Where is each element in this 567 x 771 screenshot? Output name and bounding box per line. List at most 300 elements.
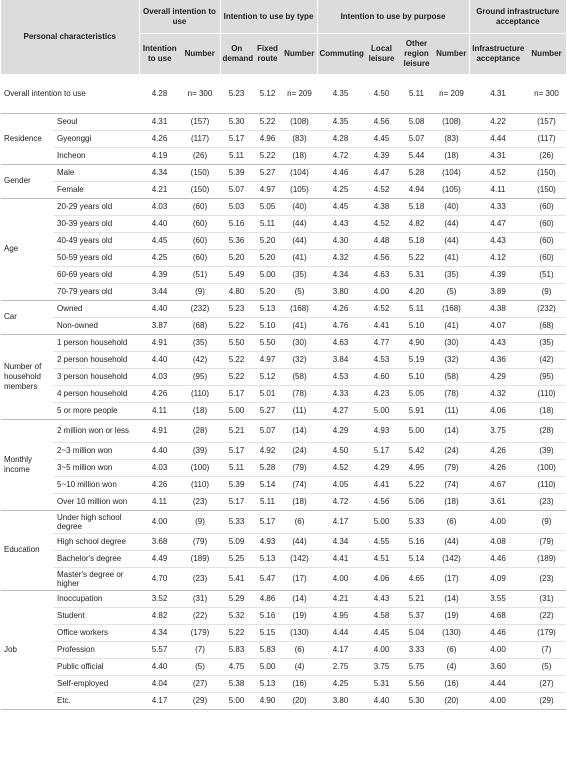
table-cell: 5.11 [220, 147, 253, 164]
table-cell: 4.45 [317, 198, 364, 215]
table-cell: (19) [282, 607, 317, 624]
table-cell: 4.21 [317, 590, 364, 607]
table-cell: (6) [434, 510, 469, 533]
table-cell: 4.41 [317, 550, 364, 567]
table-cell: 4.25 [139, 249, 180, 266]
table-cell: (232) [527, 300, 566, 317]
group-label: Car [1, 300, 53, 334]
group-label: Monthly income [1, 419, 53, 510]
table-cell: (150) [180, 164, 220, 181]
table-cell: (6) [282, 641, 317, 658]
table-cell: (35) [434, 266, 469, 283]
row-label: Owned [53, 300, 139, 317]
table-cell: 5.31 [399, 266, 434, 283]
table-row [1, 533, 566, 550]
table-cell: 3.84 [317, 351, 364, 368]
table-cell: 5.83 [253, 641, 282, 658]
table-cell: 5.31 [364, 675, 399, 692]
table-row [1, 147, 566, 164]
table-cell: 4.28 [139, 74, 180, 113]
table-cell: 4.52 [364, 181, 399, 198]
table-cell: (189) [180, 550, 220, 567]
table-cell: (27) [180, 675, 220, 692]
table-cell: (142) [282, 550, 317, 567]
table-cell: 5.91 [399, 402, 434, 419]
header-personal: Personal characteristics [1, 0, 139, 74]
table-cell: 3.44 [139, 283, 180, 300]
table-cell: 4.75 [220, 658, 253, 675]
header-group-infrastructure: Ground infrastructure acceptance [469, 0, 566, 34]
table-cell: (74) [434, 476, 469, 493]
table-cell: 5.22 [399, 249, 434, 266]
table-cell: 5.37 [399, 607, 434, 624]
table-cell: 5.18 [399, 232, 434, 249]
table-row [1, 675, 566, 692]
table-cell: 5.17 [364, 442, 399, 459]
table-cell: (4) [434, 658, 469, 675]
table-row [1, 567, 566, 590]
table-cell: (9) [180, 510, 220, 533]
table-cell: 5.22 [399, 476, 434, 493]
table-cell: 4.29 [364, 459, 399, 476]
row-label: Seoul [53, 113, 139, 130]
table-cell: (18) [180, 402, 220, 419]
table-cell: 4.93 [364, 419, 399, 442]
table-cell: 5.47 [253, 567, 282, 590]
row-label: 2~3 million won [53, 442, 139, 459]
table-cell: 4.51 [364, 550, 399, 567]
table-cell: n= 300 [180, 74, 220, 113]
table-cell: 4.67 [469, 476, 527, 493]
table-cell: 5.32 [220, 607, 253, 624]
row-label: 2 person household [53, 351, 139, 368]
table-cell: (5) [282, 283, 317, 300]
table-cell: 4.34 [317, 266, 364, 283]
table-cell: 5.22 [253, 147, 282, 164]
table-cell: 4.80 [220, 283, 253, 300]
table-cell: 4.41 [364, 476, 399, 493]
table-cell: 5.21 [220, 419, 253, 442]
table-cell: (60) [180, 232, 220, 249]
table-cell: 4.32 [317, 249, 364, 266]
table-cell: 2.75 [317, 658, 364, 675]
table-cell: 4.40 [139, 215, 180, 232]
table-cell: 4.53 [317, 368, 364, 385]
table-cell: (18) [434, 493, 469, 510]
header-col-fixed-route: Fixed route [253, 34, 282, 75]
table-cell: 5.36 [220, 232, 253, 249]
table-cell: 4.91 [139, 334, 180, 351]
table-cell: 4.29 [469, 368, 527, 385]
table-cell: 5.14 [399, 550, 434, 567]
table-cell: 4.03 [139, 198, 180, 215]
table-cell: (110) [180, 476, 220, 493]
table-cell: 5.25 [220, 550, 253, 567]
header-col-number: Number [434, 34, 469, 75]
table-cell: 5.07 [399, 130, 434, 147]
table-cell: 4.72 [317, 493, 364, 510]
table-cell: 4.44 [469, 130, 527, 147]
header-col-local-leisure: Local leisure [364, 34, 399, 75]
table-cell: (110) [527, 476, 566, 493]
table-cell: (105) [434, 181, 469, 198]
table-cell: 4.11 [139, 402, 180, 419]
table-cell: 4.72 [317, 147, 364, 164]
table-cell: (157) [180, 113, 220, 130]
table-cell: 4.05 [317, 476, 364, 493]
group-label: Number of household members [1, 334, 53, 419]
table-cell: (9) [527, 510, 566, 533]
table-cell: 4.26 [317, 300, 364, 317]
table-row [1, 590, 566, 607]
table-cell: 4.31 [469, 147, 527, 164]
table-cell: 4.92 [253, 442, 282, 459]
table-cell: (18) [434, 147, 469, 164]
table-cell: 4.52 [364, 215, 399, 232]
table-cell: 3.68 [139, 533, 180, 550]
row-label: 70-79 years old [53, 283, 139, 300]
table-cell: 5.22 [253, 113, 282, 130]
row-label: Public official [53, 658, 139, 675]
table-cell: 5.21 [399, 590, 434, 607]
table-cell: 5.16 [253, 607, 282, 624]
table-cell: 4.00 [139, 510, 180, 533]
table-cell: (60) [527, 232, 566, 249]
table-cell: 4.11 [469, 181, 527, 198]
table-cell: (28) [527, 419, 566, 442]
table-cell: 5.13 [253, 675, 282, 692]
table-cell: 4.43 [317, 215, 364, 232]
table-cell: 4.41 [364, 317, 399, 334]
table-row [1, 550, 566, 567]
table-cell: 4.40 [139, 351, 180, 368]
table-cell: 5.22 [220, 351, 253, 368]
table-cell: 4.52 [364, 300, 399, 317]
header-group-type: Intention to use by type [220, 0, 317, 34]
table-cell: (18) [282, 493, 317, 510]
table-cell: 5.15 [253, 624, 282, 641]
table-row [1, 641, 566, 658]
table-row [1, 419, 566, 442]
table-cell: (142) [434, 550, 469, 567]
table-cell: (104) [434, 164, 469, 181]
table-cell: 5.05 [399, 385, 434, 402]
table-cell: 4.07 [469, 317, 527, 334]
table-cell: 5.16 [399, 533, 434, 550]
table-cell: 3.61 [469, 493, 527, 510]
table-row [1, 232, 566, 249]
table-cell: 5.12 [253, 368, 282, 385]
table-row [1, 249, 566, 266]
table-cell: 5.28 [399, 164, 434, 181]
table-cell: 4.25 [317, 181, 364, 198]
table-cell: (31) [180, 590, 220, 607]
table-cell: 4.27 [317, 402, 364, 419]
table-cell: (79) [180, 533, 220, 550]
table-cell: 5.00 [399, 419, 434, 442]
table-row [1, 459, 566, 476]
table-cell: 4.56 [364, 493, 399, 510]
table-cell: 4.06 [469, 402, 527, 419]
table-cell: 3.89 [469, 283, 527, 300]
table-cell: 5.11 [253, 215, 282, 232]
table-cell: (60) [527, 215, 566, 232]
table-cell: 5.42 [399, 442, 434, 459]
table-cell: 4.00 [469, 641, 527, 658]
table-cell: 4.32 [469, 385, 527, 402]
table-cell: 5.11 [220, 459, 253, 476]
table-cell: 4.39 [469, 266, 527, 283]
table-cell: (78) [434, 385, 469, 402]
table-cell: (83) [282, 130, 317, 147]
table-cell: 4.46 [469, 624, 527, 641]
table-cell: 4.09 [469, 567, 527, 590]
header-col-infrastructure-acceptance: Infrastructure acceptance [469, 34, 527, 75]
table-cell: 5.09 [220, 533, 253, 550]
table-cell: (41) [282, 249, 317, 266]
table-cell: (44) [434, 232, 469, 249]
table-cell: (79) [282, 459, 317, 476]
table-cell: 4.56 [364, 249, 399, 266]
table-cell: 5.13 [253, 300, 282, 317]
table-cell: 5.49 [220, 266, 253, 283]
table-cell: (58) [434, 368, 469, 385]
table-cell: 5.17 [220, 493, 253, 510]
table-cell: 5.56 [399, 675, 434, 692]
table-cell: 5.04 [399, 624, 434, 641]
table-cell: 4.55 [364, 533, 399, 550]
table-row [1, 130, 566, 147]
table-cell: (31) [527, 590, 566, 607]
table-cell: (130) [282, 624, 317, 641]
table-row [1, 510, 566, 533]
table-cell: 4.47 [469, 215, 527, 232]
table-cell: 4.82 [399, 215, 434, 232]
group-label: Age [1, 198, 53, 300]
table-cell: (95) [180, 368, 220, 385]
table-cell: 5.13 [253, 550, 282, 567]
table-cell: 4.34 [317, 533, 364, 550]
table-cell: (44) [282, 533, 317, 550]
table-cell: 4.70 [139, 567, 180, 590]
table-cell: 5.00 [253, 266, 282, 283]
table-cell: (6) [434, 641, 469, 658]
row-label: 50-59 years old [53, 249, 139, 266]
table-cell: (83) [434, 130, 469, 147]
header-col-number: Number [282, 34, 317, 75]
table-cell: 4.08 [469, 533, 527, 550]
table-row [1, 283, 566, 300]
table-cell: (117) [527, 130, 566, 147]
table-cell: 5.75 [399, 658, 434, 675]
table-cell: 4.97 [253, 181, 282, 198]
table-cell: (23) [180, 493, 220, 510]
table-cell: (14) [282, 590, 317, 607]
table-cell: 4.26 [469, 442, 527, 459]
table-cell: 5.06 [399, 493, 434, 510]
table-cell: (117) [180, 130, 220, 147]
table-cell: 4.45 [364, 130, 399, 147]
table-cell: 4.43 [469, 334, 527, 351]
overall-label: Overall intention to use [1, 74, 139, 113]
table-cell: (51) [527, 266, 566, 283]
table-cell: (5) [434, 283, 469, 300]
table-cell: 4.12 [469, 249, 527, 266]
table-cell: 5.00 [253, 658, 282, 675]
table-cell: 5.39 [220, 164, 253, 181]
row-label: High school degree [53, 533, 139, 550]
table-cell: 4.28 [317, 130, 364, 147]
row-label: 20-29 years old [53, 198, 139, 215]
table-cell: 5.10 [399, 368, 434, 385]
table-cell: 5.83 [220, 641, 253, 658]
table-cell: (42) [527, 351, 566, 368]
table-cell: 3.80 [317, 692, 364, 709]
table-cell: 5.20 [253, 283, 282, 300]
table-cell: 4.63 [317, 334, 364, 351]
group-label: Residence [1, 113, 53, 164]
table-cell: (16) [434, 675, 469, 692]
table-cell: (24) [282, 442, 317, 459]
table-cell: n= 209 [282, 74, 317, 113]
table-cell: (179) [180, 624, 220, 641]
table-cell: 4.97 [253, 351, 282, 368]
row-label: 4 person household [53, 385, 139, 402]
table-cell: 4.22 [469, 113, 527, 130]
table-cell: (20) [282, 692, 317, 709]
row-label: Over 10 million won [53, 493, 139, 510]
table-cell: 5.00 [364, 510, 399, 533]
table-row [1, 368, 566, 385]
table-cell: (17) [434, 567, 469, 590]
table-cell: 4.31 [469, 74, 527, 113]
table-cell: (14) [434, 419, 469, 442]
table-cell: 5.11 [253, 493, 282, 510]
table-cell: 5.11 [399, 300, 434, 317]
header-col-other-region-leisure: Other region leisure [399, 34, 434, 75]
table-cell: (35) [180, 334, 220, 351]
table-row [1, 402, 566, 419]
row-label: 40-49 years old [53, 232, 139, 249]
table-cell: 4.91 [139, 419, 180, 442]
table-cell: 4.56 [364, 113, 399, 130]
table-cell: (60) [180, 215, 220, 232]
table-cell: 4.77 [364, 334, 399, 351]
table-cell: (58) [282, 368, 317, 385]
table-cell: 5.38 [220, 675, 253, 692]
row-label: Master's degree or higher [53, 567, 139, 590]
table-cell: (17) [282, 567, 317, 590]
table-cell: 4.23 [364, 385, 399, 402]
table-cell: n= 300 [527, 74, 566, 113]
table-header [1, 0, 566, 74]
row-label: Non-owned [53, 317, 139, 334]
table-cell: 5.07 [220, 181, 253, 198]
table-cell: (22) [527, 607, 566, 624]
table-cell: (32) [282, 351, 317, 368]
table-row [1, 476, 566, 493]
table-cell: 4.63 [364, 266, 399, 283]
table-cell: 4.25 [317, 675, 364, 692]
table-cell: 4.49 [139, 550, 180, 567]
table-cell: (7) [180, 641, 220, 658]
table-cell: 4.03 [139, 459, 180, 476]
table-cell: 4.31 [139, 113, 180, 130]
table-cell: (232) [180, 300, 220, 317]
table-cell: 3.33 [399, 641, 434, 658]
table-cell: 4.43 [469, 232, 527, 249]
table-cell: (24) [434, 442, 469, 459]
table-cell: 4.00 [317, 567, 364, 590]
table-cell: 5.00 [364, 402, 399, 419]
table-body [1, 74, 566, 709]
table-cell: 5.30 [399, 692, 434, 709]
table-cell: 5.33 [220, 510, 253, 533]
table-cell: 5.16 [220, 215, 253, 232]
table-cell: (110) [180, 385, 220, 402]
table-cell: (29) [527, 692, 566, 709]
table-cell: (108) [282, 113, 317, 130]
table-cell: 4.44 [317, 624, 364, 641]
table-cell: (19) [434, 607, 469, 624]
table-cell: 5.39 [220, 476, 253, 493]
table-cell: 4.60 [364, 368, 399, 385]
table-cell: (189) [527, 550, 566, 567]
table-cell: 4.68 [469, 607, 527, 624]
row-label: Under high school degree [53, 510, 139, 533]
table-cell: 4.90 [253, 692, 282, 709]
table-cell: 4.40 [139, 442, 180, 459]
table-cell: 4.45 [364, 624, 399, 641]
table-cell: (4) [282, 658, 317, 675]
table-cell: 4.53 [364, 351, 399, 368]
table-cell: 4.34 [139, 624, 180, 641]
table-cell: (79) [527, 533, 566, 550]
table-cell: 3.75 [469, 419, 527, 442]
table-cell: 4.95 [399, 459, 434, 476]
table-cell: 5.27 [253, 164, 282, 181]
table-row [1, 266, 566, 283]
table-cell: 5.10 [253, 317, 282, 334]
table-cell: (23) [180, 567, 220, 590]
table-cell: 4.40 [364, 692, 399, 709]
row-label: Bachelor's degree [53, 550, 139, 567]
table-cell: (168) [434, 300, 469, 317]
table-cell: 5.50 [253, 334, 282, 351]
header-col-number: Number [527, 34, 566, 75]
table-cell: 4.40 [139, 300, 180, 317]
table-cell: 4.44 [469, 675, 527, 692]
header-group-overall: Overall intention to use [139, 0, 220, 34]
header-col-number: Number [180, 34, 220, 75]
table-cell: (27) [527, 675, 566, 692]
table-cell: (11) [434, 402, 469, 419]
row-label: Student [53, 607, 139, 624]
table-cell: 5.00 [220, 402, 253, 419]
table-cell: 4.19 [139, 147, 180, 164]
table-cell: 3.87 [139, 317, 180, 334]
table-cell: (14) [282, 419, 317, 442]
row-label: Gyeonggi [53, 130, 139, 147]
table-cell: 5.10 [399, 317, 434, 334]
header-group-purpose: Intention to use by purpose [317, 0, 469, 34]
table-cell: (26) [527, 147, 566, 164]
table-cell: 5.05 [253, 198, 282, 215]
table-cell: 5.19 [399, 351, 434, 368]
table-cell: (35) [527, 334, 566, 351]
table-cell: 4.29 [317, 419, 364, 442]
table-cell: (22) [180, 607, 220, 624]
